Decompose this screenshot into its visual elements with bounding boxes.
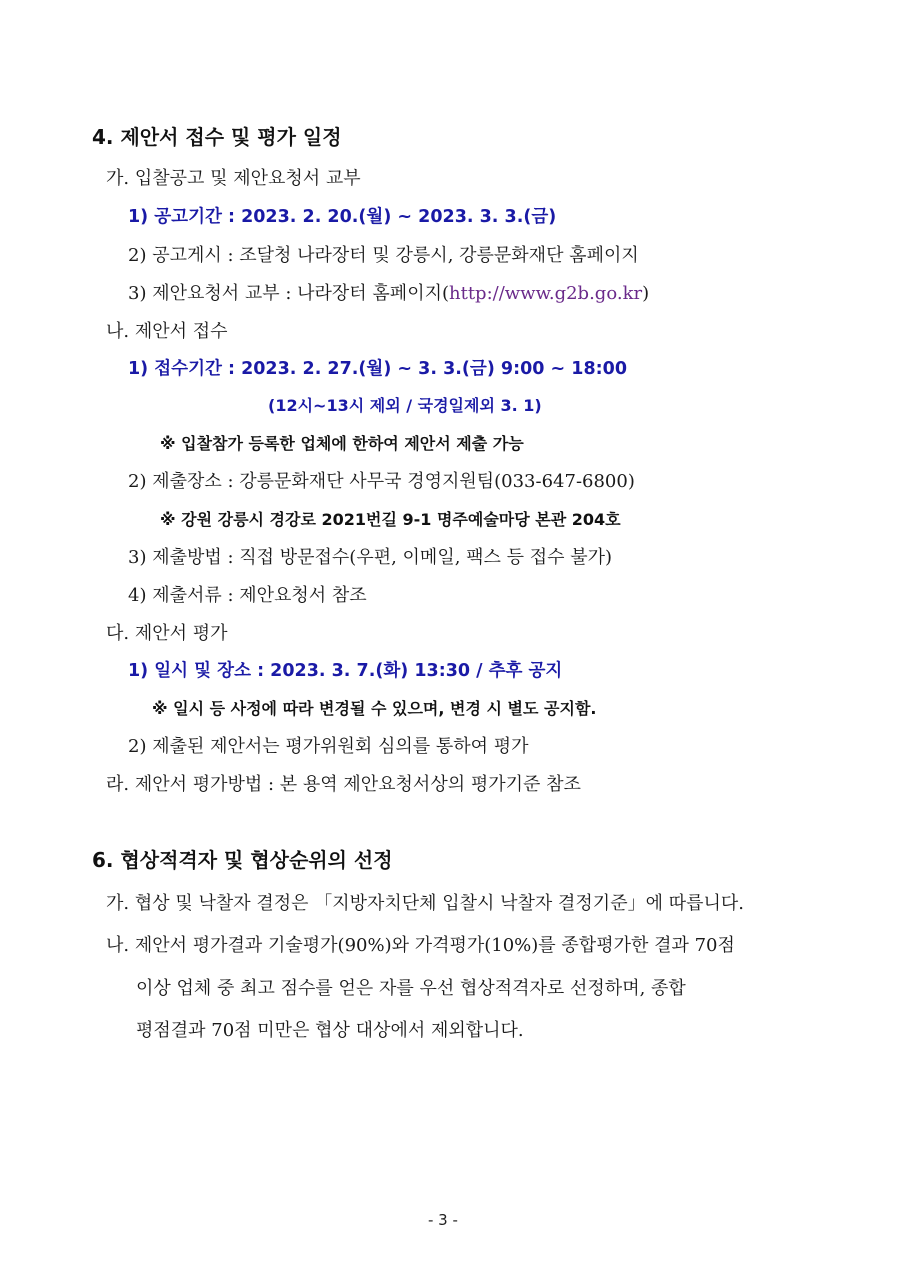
section-4-ga-title: 가. 입찰공고 및 제안요청서 교부 <box>106 168 361 189</box>
section-4-heading: 4. 제안서 접수 및 평가 일정 <box>92 125 342 149</box>
rfp-distribution-close: ) <box>642 283 650 304</box>
submission-location: 2) 제출장소 : 강릉문화재단 사무국 경영지원팀(033-647-6800) <box>128 471 635 492</box>
page-number: - 3 - <box>428 1211 458 1229</box>
section-4-da-title: 다. 제안서 평가 <box>106 623 228 644</box>
submission-documents: 4) 제출서류 : 제안요청서 참조 <box>128 585 367 606</box>
submission-eligibility-note: ※ 입찰참가 등록한 업체에 한하여 제안서 제출 가능 <box>160 434 524 453</box>
announcement-period: 1) 공고기간 : 2023. 2. 20.(월) ~ 2023. 3. 3.(금) <box>128 207 557 227</box>
section-6-na-line-2: 이상 업체 중 최고 점수를 얻은 자를 우선 협상적격자로 선정하며, 종합 <box>136 978 686 999</box>
submission-period-exclusion: (12시~13시 제외 / 국경일제외 3. 1) <box>268 396 542 415</box>
section-6-ga: 가. 협상 및 낙찰자 결정은 「지방자치단체 입찰시 낙찰자 결정기준」에 따릅니다. <box>106 893 744 914</box>
rfp-distribution <box>128 285 649 303</box>
announcement-posting: 2) 공고게시 : 조달청 나라장터 및 강릉시, 강릉문화재단 홈페이지 <box>128 245 639 266</box>
g2b-link[interactable]: http://www.g2b.go.kr <box>449 283 643 304</box>
section-4-ra-title: 라. 제안서 평가방법 : 본 용역 제안요청서상의 평가기준 참조 <box>106 774 581 795</box>
submission-address-note: ※ 강원 강릉시 경강로 2021번길 9-1 명주예술마당 본관 204호 <box>160 510 621 529</box>
submission-method: 3) 제출방법 : 직접 방문접수(우편, 이메일, 팩스 등 접수 불가) <box>128 547 613 568</box>
evaluation-datetime: 1) 일시 및 장소 : 2023. 3. 7.(화) 13:30 / 추후 공지 <box>128 661 563 681</box>
section-4-na-title: 나. 제안서 접수 <box>106 321 228 342</box>
section-6-na-line-1: 나. 제안서 평가결과 기술평가(90%)와 가격평가(10%)를 종합평가한 결과 70점 <box>106 935 735 956</box>
evaluation-change-note: ※ 일시 등 사정에 따라 변경될 수 있으며, 변경 시 별도 공지함. <box>152 699 597 718</box>
section-6-na-line-3: 평점결과 70점 미만은 협상 대상에서 제외합니다. <box>136 1020 524 1041</box>
rfp-distribution-label: 3) 제안요청서 교부 : 나라장터 홈페이지( <box>128 283 449 304</box>
submission-period: 1) 접수기간 : 2023. 2. 27.(월) ~ 3. 3.(금) 9:00 ~ 18:00 <box>128 359 627 379</box>
evaluation-committee: 2) 제출된 제안서는 평가위원회 심의를 통하여 평가 <box>128 736 529 757</box>
section-6-heading: 6. 협상적격자 및 협상순위의 선정 <box>92 848 393 872</box>
